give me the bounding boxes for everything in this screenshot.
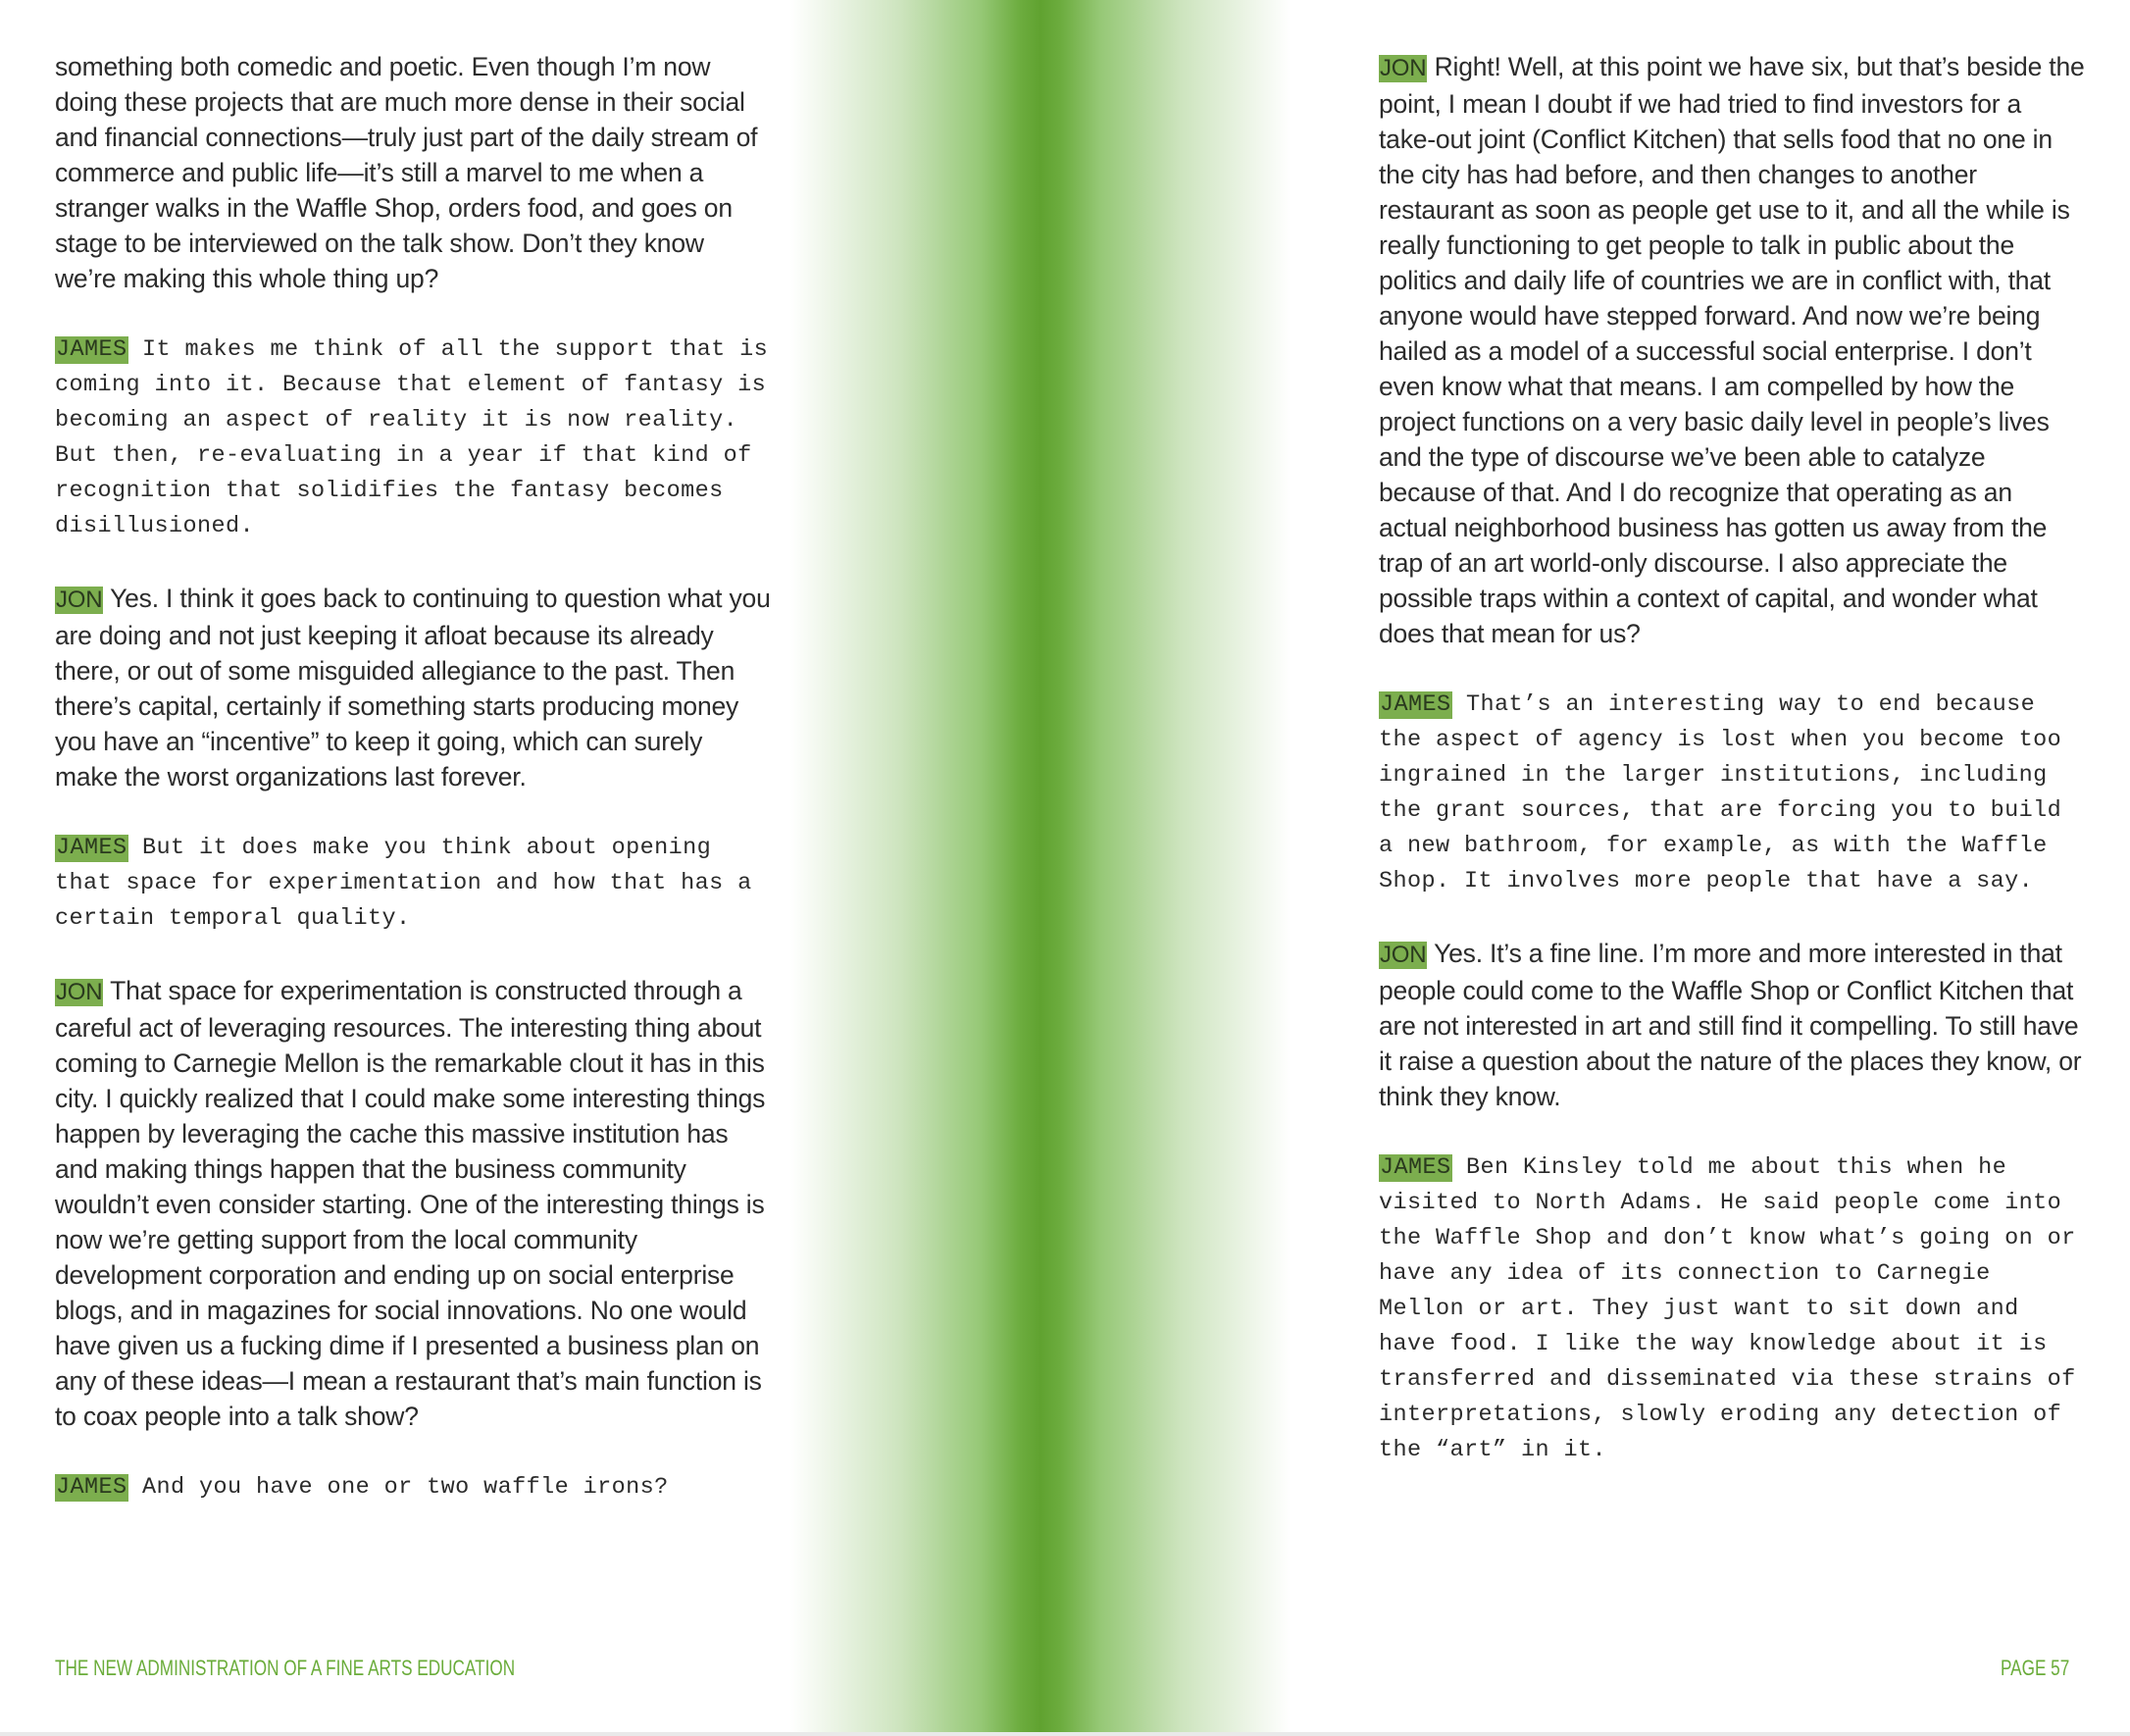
speaker-label: JAMES — [1380, 1154, 1451, 1181]
paragraph-text: And you have one or two waffle irons? — [142, 1474, 669, 1501]
paragraph-text: Ben Kinsley told me about this when he visited to North Adams. He said people come into the Waffle Shop and don’t know what’s going on or have any idea of its connection to Carnegie Mellon or art. They just want to sit down and have food. I like the way knowledge about it is transferred and disseminated via these strains of interpretations, slowly eroding any detection of the “art” in it. — [1379, 1154, 2076, 1463]
bottom-edge — [0, 1732, 2130, 1736]
speaker-label: JAMES — [56, 1474, 127, 1501]
paragraph-text: Yes. I think it goes back to continuing to question what you are doing and not just keeping it afloat because its already there, or out of some misguided allegiance to the past. Then there’s capital, certainly if something starts producing money you have an “incentive” to keep it going, which can surely make the worst organizations last forever. — [55, 584, 771, 791]
speaker-label: JAMES — [1380, 691, 1451, 718]
paragraph — [1379, 1150, 2085, 1468]
paragraph — [55, 332, 771, 544]
speaker-label: JAMES — [56, 835, 127, 861]
paragraph — [55, 581, 771, 794]
speaker-label: JON — [56, 587, 103, 613]
speaker-label: JON — [56, 979, 103, 1005]
page-gutter — [790, 0, 1291, 1736]
paragraph-text: something both comedic and poetic. Even though I’m now doing these projects that are much more dense in their social and financial connections—truly just part of the daily stream of commerce and public life—it’s still a marvel to me when a stranger walks in the Waffle Shop, orders food, and goes on stage to be interviewed on the talk show. Don’t they know we’re making this whole thing up? — [55, 52, 758, 293]
left-page-column — [55, 49, 771, 1542]
paragraph-text: Right! Well, at this point we have six, but that’s beside the point, I mean I doubt if we had tried to find investors for a take-out joint (Conflict Kitchen) that sells food that no one in the city has had before, and then changes to another restaurant as soon as people get use to it, and all the while is really functioning to get people to talk in public about the politics and daily life of countries we are in conflict with, that anyone would have stepped forward. And now we’re being hailed as a model of a successful social enterprise. I don’t even know what that means. I am compelled by how the project functions on a very basic daily level in people’s lives and the type of discourse we’ve been able to catalyze because of that. And I do recognize that operating as an actual neighborhood business has gotten us away from the trap of an art world-only discourse. I also appreciate the possible traps within a context of capital, and wonder what does that mean for us? — [1379, 52, 2085, 648]
paragraph — [55, 831, 771, 937]
speaker-label: JON — [1380, 55, 1427, 81]
paragraph-text: Yes. It’s a fine line. I’m more and more interested in that people could come to the Waffle Shop or Conflict Kitchen that are not interested in art and still find it compelling. To still have it raise a question about the nature of the places they know, or think they know. — [1379, 939, 2082, 1111]
paragraph-text: But it does make you think about opening that space for experimentation and how that has a certain temporal quality. — [55, 835, 752, 932]
speaker-label: JON — [1380, 942, 1427, 968]
paragraph — [55, 1470, 771, 1506]
paragraph — [1379, 688, 2085, 899]
speaker-label: JAMES — [56, 336, 127, 363]
paragraph-text: That’s an interesting way to end because the aspect of agency is lost when you become too ingrained in the larger institutions, including the grant sources, that are forcing you to build a new bathroom, for example, as with the Waffle Shop. It involves more people that have a say. — [1379, 691, 2062, 894]
paragraph — [1379, 936, 2085, 1114]
page-number: PAGE 57 — [2000, 1656, 2069, 1680]
paragraph — [1379, 49, 2085, 651]
paragraph — [55, 49, 771, 296]
running-footer-title: THE NEW ADMINISTRATION OF A FINE ARTS EDUCATION — [55, 1656, 516, 1680]
paragraph-text: It makes me think of all the support that is coming into it. Because that element of fantasy is becoming an aspect of reality it is now reality. But then, re-evaluating in a year if that kind of recognition that solidifies the fantasy becomes disillusioned. — [55, 336, 769, 539]
paragraph-text: That space for experimentation is constructed through a careful act of leveraging resources. The interesting thing about coming to Carnegie Mellon is the remarkable clout it has in this city. I quickly realized that I could make some interesting things happen by leveraging the cache this massive institution has and making things happen that the business community wouldn’t even consider starting. One of the interesting things is now we’re getting support from the local community development corporation and ending up on social enterprise blogs, and in magazines for social innovations. No one would have given us a fucking dime if I presented a business plan on any of these ideas—I mean a restaurant that’s main function is to coax people into a talk show? — [55, 976, 766, 1431]
right-page-column — [1379, 49, 2085, 1505]
paragraph — [55, 973, 771, 1434]
